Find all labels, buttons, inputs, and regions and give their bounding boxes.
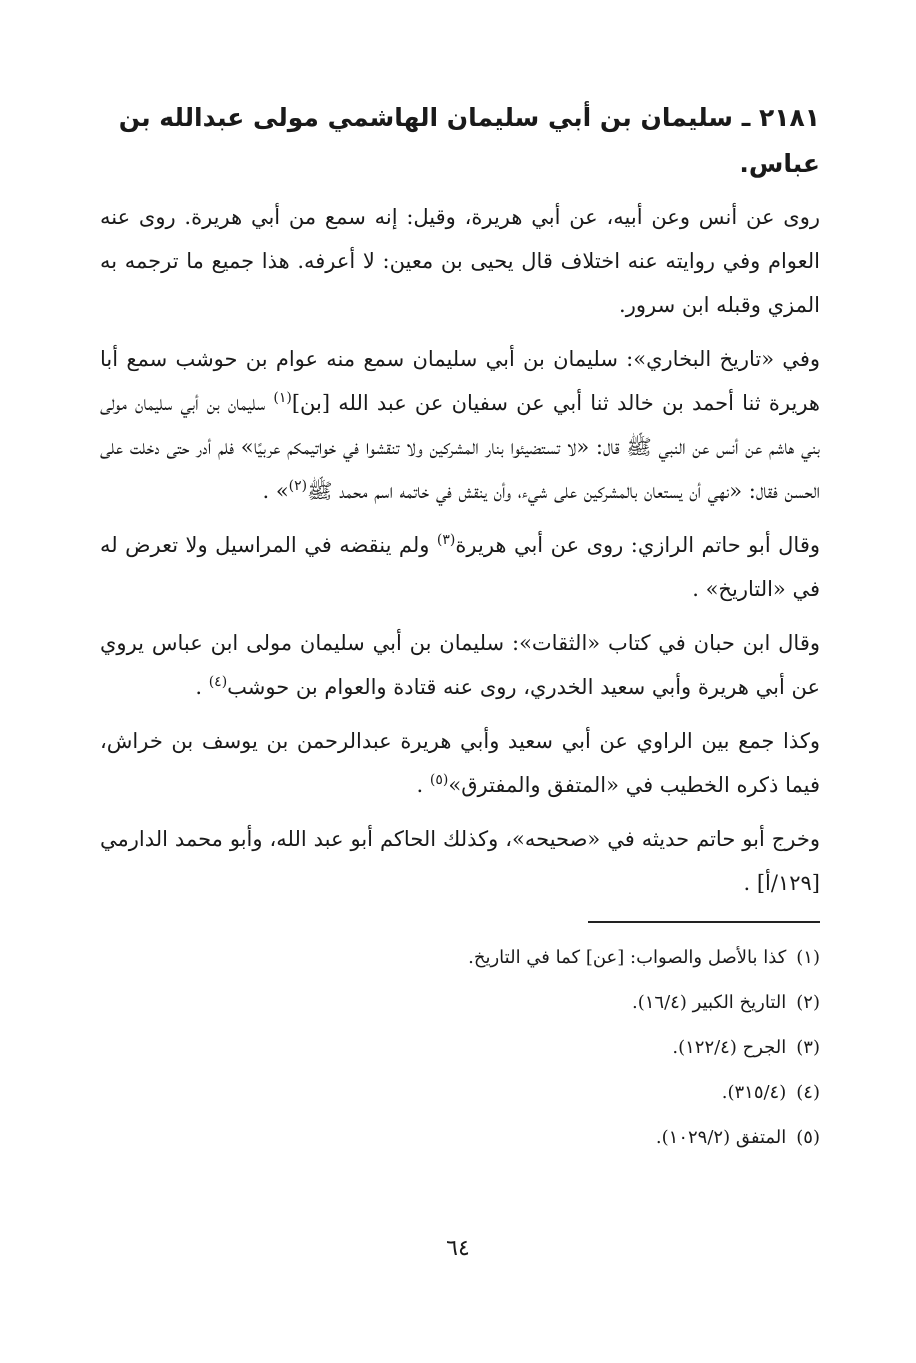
paragraph-1 — [100, 195, 820, 327]
footnotes-list — [100, 935, 820, 1160]
page-number: ٦٤ — [446, 1236, 470, 1261]
paragraph-text: وقال أبو حاتم الرازي: روى عن أبي هريرة — [455, 533, 820, 557]
paragraph-text: وقال ابن حبان في كتاب «الثقات»: سليمان بن أبي سليمان مولى ابن عباس يروي عن أبي هريرة وأبي سعيد الخدري، روى عنه قتادة والعوام بن حوشب — [100, 631, 820, 699]
footnote-text: الجرح (١٢٢/٤). — [672, 1037, 787, 1058]
footnote-item — [100, 980, 820, 1025]
footnote-marker-1[interactable]: (١) — [273, 390, 292, 406]
footnote-marker-4[interactable]: (٤) — [208, 674, 228, 690]
page-body — [100, 95, 820, 1160]
paragraph-4 — [100, 621, 820, 709]
footnote-divider — [588, 921, 820, 923]
footnote-text: كذا بالأصل والصواب: [عن] كما في التاريخ. — [468, 947, 787, 968]
paragraph-text: » . — [262, 479, 289, 503]
footnote-marker-2[interactable]: (٢) — [288, 478, 308, 494]
footnote-number: (١) — [796, 947, 820, 968]
footnote-number: (٢) — [796, 992, 820, 1013]
paragraph-text: وكذا جمع بين الراوي عن أبي سعيد وأبي هريرة عبدالرحمن بن يوسف بن خراش، فيما ذكره الخطيب في «المتفق والمفترق» — [100, 729, 820, 797]
paragraph-text: سليمان بن أبي سليمان مولى بني هاشم عن أنس عن النبي ﷺ قال: «لا تستضيئوا بنار المشركين ولا تنقشوا في خواتيمكم عربيًا» فلم أدر حتى دخلت على الحسن فقال: «نهي أن يستعان بالمشركين على شيء، وأن ينقش في خاتمه اسم محمد ﷺ — [100, 391, 820, 503]
footnote-number: (٤) — [796, 1082, 820, 1103]
paragraph-2 — [100, 337, 820, 513]
paragraph-text: روى عن أنس وعن أبيه، عن أبي هريرة، وقيل: إنه سمع من أبي هريرة. روى عنه العوام وفي روايته عنه اختلاف قال يحيى بن معين: لا أعرفه. هذا جميع ما ترجمه به المزي وقبله ابن سرور. — [100, 205, 820, 317]
footnote-text: المتفق (١٠٢٩/٢). — [655, 1127, 787, 1148]
footnote-marker-3[interactable]: (٣) — [436, 532, 456, 548]
paragraph-text: . — [195, 675, 209, 699]
footnote-item — [100, 935, 820, 980]
footnote-item — [100, 1115, 820, 1160]
footnote-text: التاريخ الكبير (١٦/٤). — [632, 992, 787, 1013]
paragraph-5 — [100, 719, 820, 807]
footnote-number: (٣) — [796, 1037, 820, 1058]
footnote-marker-5[interactable]: (٥) — [429, 772, 449, 788]
entry-title: ٢١٨١ ـ سليمان بن أبي سليمان الهاشمي مولى عبدالله بن عباس. — [118, 103, 820, 178]
paragraph-text: وخرج أبو حاتم حديثه في «صحيحه»، وكذلك الحاكم أبو عبد الله، وأبو محمد الدارمي [١٢٩/أ] . — [100, 827, 820, 895]
paragraph-3 — [100, 523, 820, 611]
paragraph-text: ولم ينقضه في المراسيل ولا تعرض له في «التاريخ» . — [100, 533, 820, 601]
footnote-item — [100, 1070, 820, 1115]
paragraph-text: وفي «تاريخ البخاري»: سليمان بن أبي سليمان سمع منه عوام بن حوشب سمع أبا هريرة ثنا أحمد بن خالد ثنا أبي عن سفيان عن عبد الله [بن] — [100, 347, 820, 415]
footnote-number: (٥) — [796, 1127, 820, 1148]
paragraph-text: . — [416, 773, 430, 797]
footnote-text: (٣١٥/٤). — [721, 1082, 787, 1103]
paragraph-6 — [100, 817, 820, 905]
footnote-item — [100, 1025, 820, 1070]
